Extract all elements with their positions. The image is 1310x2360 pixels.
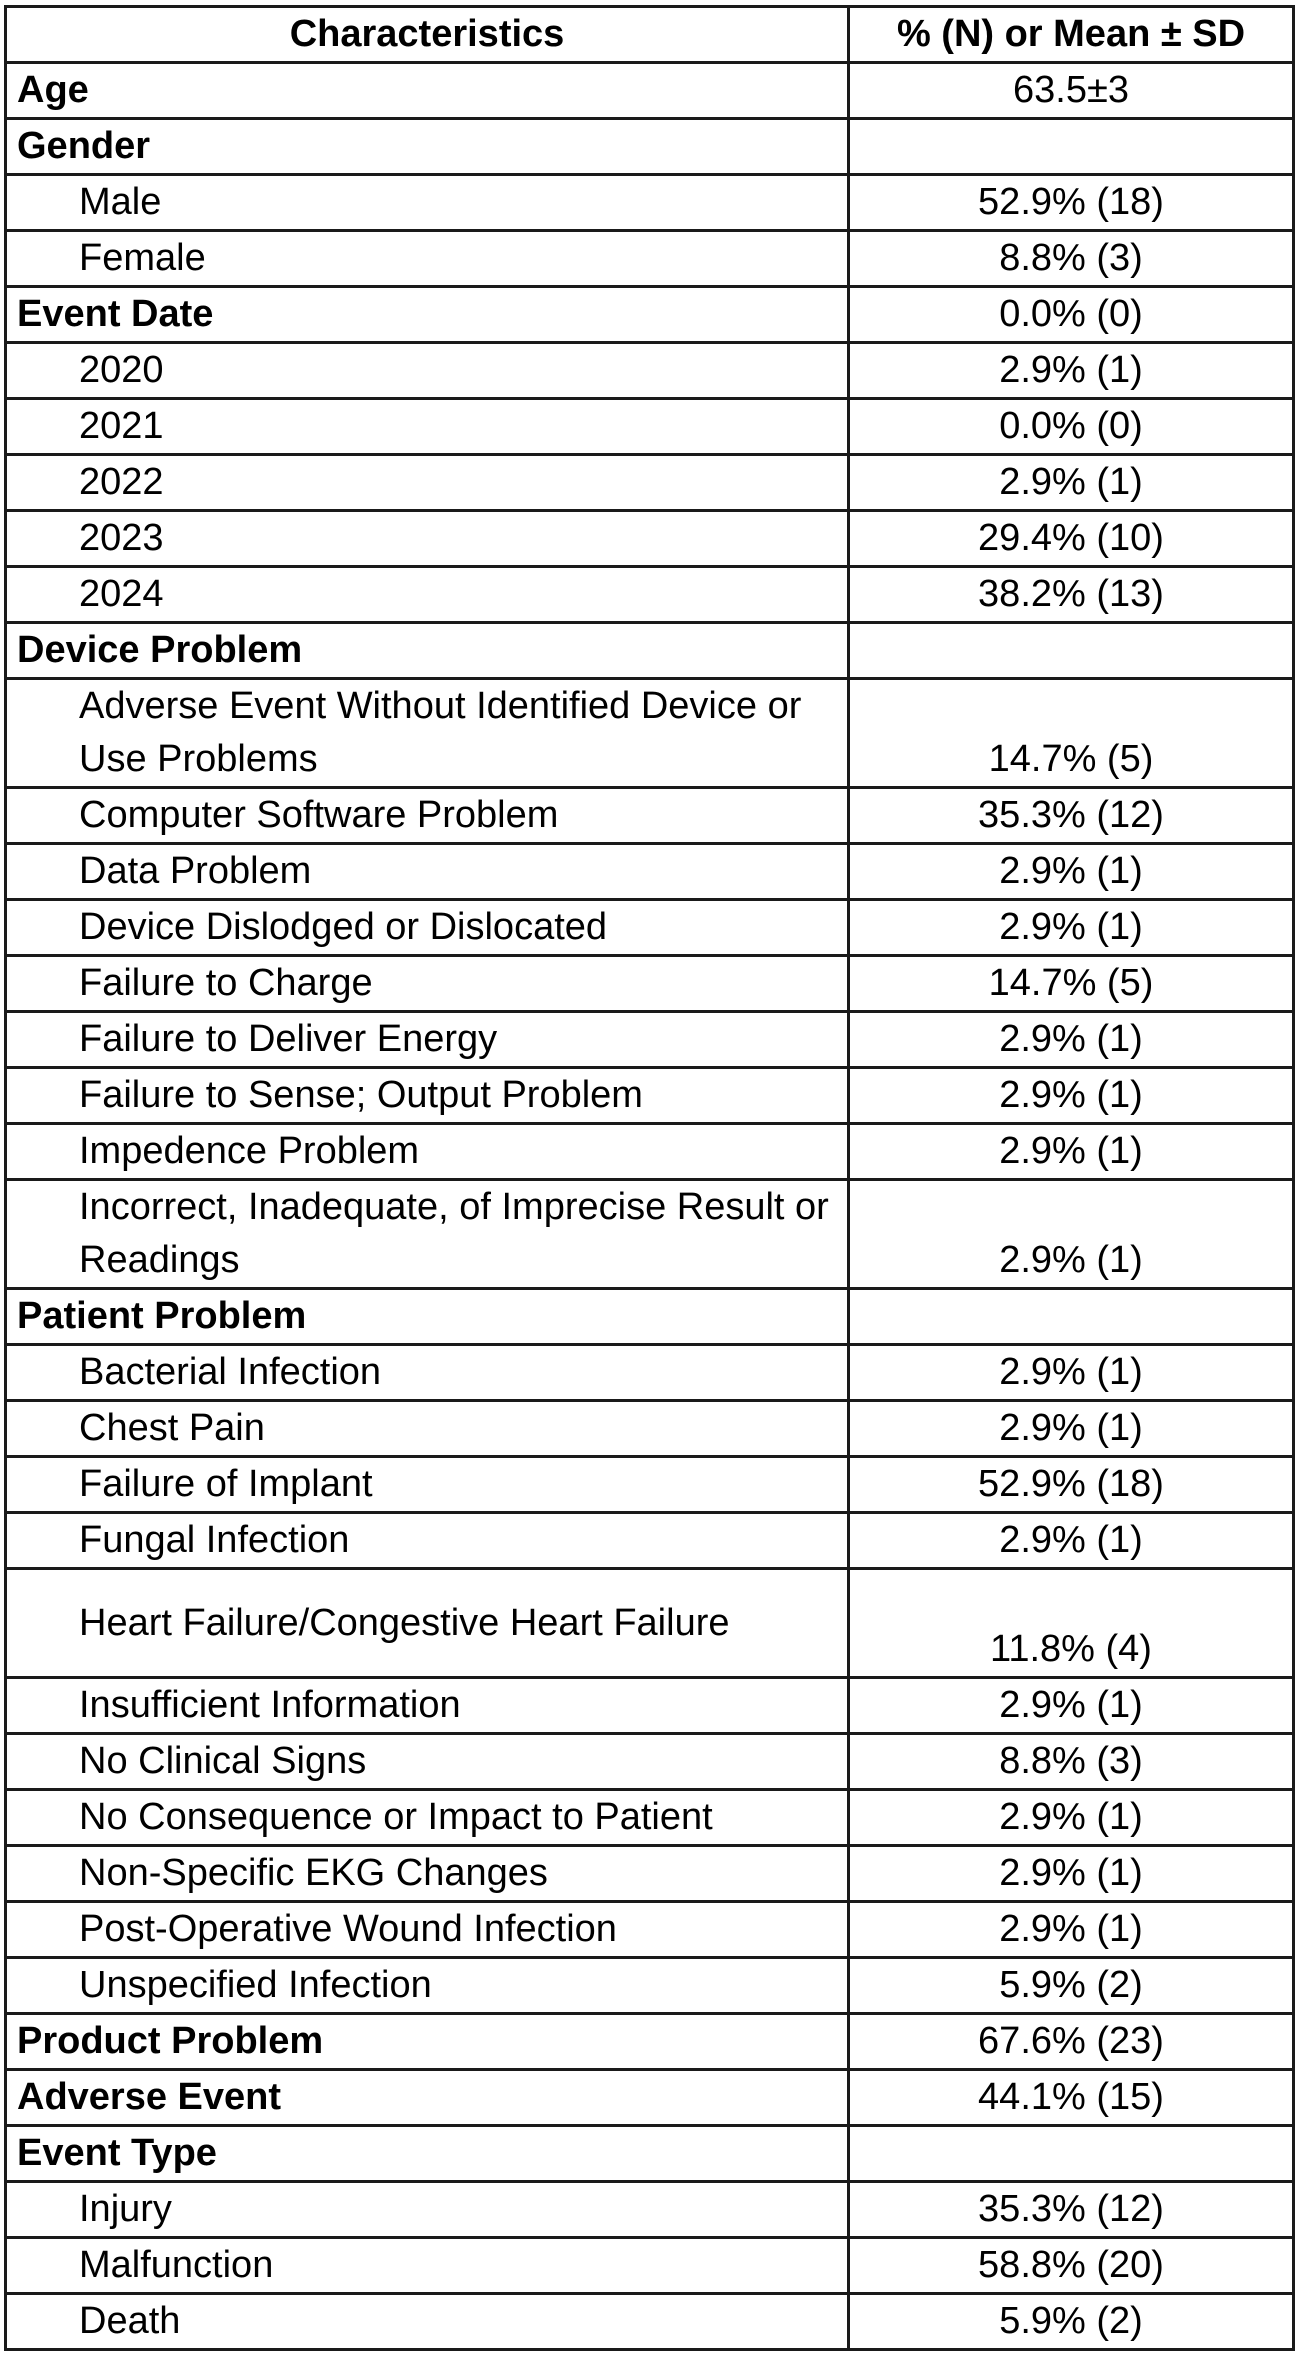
table-row (6, 956, 1294, 1012)
subcategory-label: 2020 (6, 343, 849, 399)
value-cell: 2.9% (1) (849, 1124, 1294, 1180)
table-row (6, 1124, 1294, 1180)
table-row (6, 1345, 1294, 1401)
value-cell: 2.9% (1) (849, 1180, 1294, 1289)
value-cell: 2.9% (1) (849, 1513, 1294, 1569)
table-row (6, 63, 1294, 119)
table-row (6, 2294, 1294, 2350)
subcategory-label: Fungal Infection (6, 1513, 849, 1569)
subcategory-label: Incorrect, Inadequate, of Imprecise Result or Readings (6, 1180, 849, 1289)
value-cell (849, 2126, 1294, 2182)
value-cell: 2.9% (1) (849, 455, 1294, 511)
value-cell: 11.8% (4) (849, 1569, 1294, 1678)
value-cell: 44.1% (15) (849, 2070, 1294, 2126)
category-label: Event Type (6, 2126, 849, 2182)
table-row (6, 2238, 1294, 2294)
table-row (6, 1401, 1294, 1457)
table-row (6, 788, 1294, 844)
table-row (6, 1678, 1294, 1734)
table-row (6, 1569, 1294, 1678)
table-body (6, 63, 1294, 2350)
subcategory-label: Unspecified Infection (6, 1958, 849, 2014)
value-cell: 35.3% (12) (849, 2182, 1294, 2238)
header-row (6, 7, 1294, 63)
subcategory-label: Insufficient Information (6, 1678, 849, 1734)
subcategory-label: Data Problem (6, 844, 849, 900)
table-row (6, 511, 1294, 567)
subcategory-label: Failure to Deliver Energy (6, 1012, 849, 1068)
value-cell: 2.9% (1) (849, 343, 1294, 399)
category-label: Age (6, 63, 849, 119)
value-cell: 29.4% (10) (849, 511, 1294, 567)
value-cell: 2.9% (1) (849, 1678, 1294, 1734)
table-row (6, 175, 1294, 231)
category-label: Gender (6, 119, 849, 175)
subcategory-label: Chest Pain (6, 1401, 849, 1457)
subcategory-label: Failure to Charge (6, 956, 849, 1012)
value-cell: 63.5±3 (849, 63, 1294, 119)
value-cell: 2.9% (1) (849, 1790, 1294, 1846)
table-row (6, 900, 1294, 956)
header-percent-or-mean: % (N) or Mean ± SD (849, 7, 1294, 63)
value-cell: 2.9% (1) (849, 1902, 1294, 1958)
table-row (6, 1012, 1294, 1068)
table-header (6, 7, 1294, 63)
subcategory-label: Death (6, 2294, 849, 2350)
table-row (6, 2126, 1294, 2182)
table-row (6, 1180, 1294, 1289)
subcategory-label: Male (6, 175, 849, 231)
value-cell: 5.9% (2) (849, 1958, 1294, 2014)
header-characteristics: Characteristics (6, 7, 849, 63)
subcategory-label: Heart Failure/Congestive Heart Failure (6, 1569, 849, 1678)
value-cell: 14.7% (5) (849, 956, 1294, 1012)
subcategory-label: Impedence Problem (6, 1124, 849, 1180)
subcategory-label: 2023 (6, 511, 849, 567)
table-row (6, 1846, 1294, 1902)
table-row (6, 1958, 1294, 2014)
value-cell (849, 1289, 1294, 1345)
value-cell (849, 623, 1294, 679)
table-row (6, 343, 1294, 399)
value-cell: 67.6% (23) (849, 2014, 1294, 2070)
characteristics-table (4, 5, 1295, 2351)
subcategory-label: Malfunction (6, 2238, 849, 2294)
table-row (6, 1790, 1294, 1846)
table-row (6, 623, 1294, 679)
subcategory-label: Non-Specific EKG Changes (6, 1846, 849, 1902)
subcategory-label: Failure to Sense; Output Problem (6, 1068, 849, 1124)
value-cell: 5.9% (2) (849, 2294, 1294, 2350)
table-row (6, 2182, 1294, 2238)
table-row (6, 1068, 1294, 1124)
subcategory-label: Failure of Implant (6, 1457, 849, 1513)
value-cell: 8.8% (3) (849, 231, 1294, 287)
value-cell: 2.9% (1) (849, 1012, 1294, 1068)
subcategory-label: Adverse Event Without Identified Device or Use Problems (6, 679, 849, 788)
value-cell (849, 119, 1294, 175)
category-label: Device Problem (6, 623, 849, 679)
table-row (6, 1902, 1294, 1958)
value-cell: 2.9% (1) (849, 1846, 1294, 1902)
table-row (6, 1289, 1294, 1345)
table-row (6, 119, 1294, 175)
table-row (6, 1457, 1294, 1513)
value-cell: 58.8% (20) (849, 2238, 1294, 2294)
category-label: Event Date (6, 287, 849, 343)
subcategory-label: 2021 (6, 399, 849, 455)
subcategory-label: Computer Software Problem (6, 788, 849, 844)
subcategory-label: Injury (6, 2182, 849, 2238)
subcategory-label: Post-Operative Wound Infection (6, 1902, 849, 1958)
value-cell: 35.3% (12) (849, 788, 1294, 844)
subcategory-label: Female (6, 231, 849, 287)
table-row (6, 679, 1294, 788)
category-label: Product Problem (6, 2014, 849, 2070)
value-cell: 2.9% (1) (849, 844, 1294, 900)
table-row (6, 1513, 1294, 1569)
value-cell: 2.9% (1) (849, 1345, 1294, 1401)
value-cell: 38.2% (13) (849, 567, 1294, 623)
value-cell: 14.7% (5) (849, 679, 1294, 788)
table-row (6, 231, 1294, 287)
table-row (6, 844, 1294, 900)
subcategory-label: Bacterial Infection (6, 1345, 849, 1401)
characteristics-table-container (4, 5, 1292, 2351)
subcategory-label: Device Dislodged or Dislocated (6, 900, 849, 956)
table-row (6, 2014, 1294, 2070)
category-label: Patient Problem (6, 1289, 849, 1345)
subcategory-label: 2022 (6, 455, 849, 511)
table-row (6, 455, 1294, 511)
subcategory-label: No Clinical Signs (6, 1734, 849, 1790)
subcategory-label: No Consequence or Impact to Patient (6, 1790, 849, 1846)
table-row (6, 399, 1294, 455)
table-row (6, 287, 1294, 343)
value-cell: 2.9% (1) (849, 1401, 1294, 1457)
value-cell: 52.9% (18) (849, 175, 1294, 231)
subcategory-label: 2024 (6, 567, 849, 623)
value-cell: 2.9% (1) (849, 900, 1294, 956)
value-cell: 52.9% (18) (849, 1457, 1294, 1513)
table-row (6, 2070, 1294, 2126)
value-cell: 2.9% (1) (849, 1068, 1294, 1124)
table-row (6, 567, 1294, 623)
value-cell: 8.8% (3) (849, 1734, 1294, 1790)
value-cell: 0.0% (0) (849, 287, 1294, 343)
table-row (6, 1734, 1294, 1790)
category-label: Adverse Event (6, 2070, 849, 2126)
value-cell: 0.0% (0) (849, 399, 1294, 455)
